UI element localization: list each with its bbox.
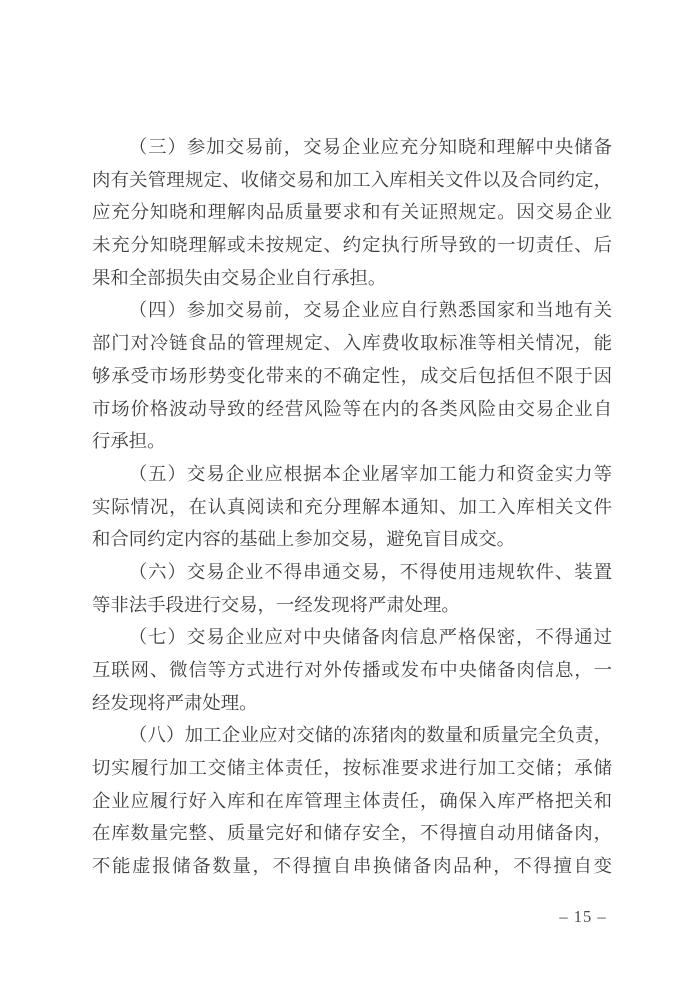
- text-line: （八）加工企业应对交储的冻猪肉的数量和质量完全负责，: [128, 725, 612, 746]
- text-line: 和合同约定内容的基础上参加交易，避免盲目成交。: [92, 529, 515, 550]
- text-line: 互联网、微信等方式进行对外传播或发布中央储备肉信息，一: [92, 660, 612, 680]
- paragraph: [92, 294, 612, 457]
- paragraph: [92, 719, 612, 882]
- text-line: （五）交易企业应根据本企业屠宰加工能力和资金实力等: [128, 463, 612, 484]
- text-line: （三）参加交易前，交易企业应充分知晓和理解中央储备: [128, 137, 612, 157]
- text-line: 切实履行加工交储主体责任，按标准要求进行加工交储；承储: [92, 758, 612, 779]
- paragraph: [92, 621, 612, 719]
- text-line: 等非法手段进行交易，一经发现将严肃处理。: [92, 594, 460, 615]
- text-line: （六）交易企业不得串通交易，不得使用违规软件、装置: [128, 561, 612, 582]
- text-line: 市场价格波动导致的经营风险等在内的各类风险由交易企业自: [92, 398, 612, 419]
- text-line: 企业应履行好入库和在库管理主体责任，确保入库严格把关和: [92, 790, 612, 811]
- text-line: 未充分知晓理解或未按规定、约定执行所导致的一切责任、后: [92, 235, 612, 256]
- text-line: 经发现将严肃处理。: [92, 692, 258, 713]
- text-line: （四）参加交易前，交易企业应自行熟悉国家和当地有关: [128, 300, 612, 321]
- text-line: 实际情况，在认真阅读和充分理解本通知、加工入库相关文件: [92, 496, 612, 517]
- text-line: 在库数量完整、质量完好和储存安全，不得擅自动用储备肉，: [92, 823, 612, 844]
- text-line: 部门对冷链食品的管理规定、入库费收取标准等相关情况，能: [92, 333, 612, 354]
- text-line: 应充分知晓和理解肉品质量要求和有关证照规定。因交易企业: [92, 202, 612, 223]
- text-line: 不能虚报储备数量，不得擅自串换储备肉品种，不得擅自变: [92, 856, 612, 877]
- paragraph: [92, 131, 612, 294]
- body-text: [92, 131, 612, 883]
- text-line: 够承受市场形势变化带来的不确定性，成交后包括但不限于因: [92, 365, 612, 386]
- text-line: （七）交易企业应对中央储备肉信息严格保密，不得通过: [128, 627, 612, 648]
- text-line: 行承担。: [92, 431, 166, 452]
- text-line: 果和全部损失由交易企业自行承担。: [92, 267, 387, 288]
- paragraph: [92, 556, 612, 621]
- paragraph: [92, 458, 612, 556]
- page-number: – 15 –: [559, 907, 607, 926]
- text-line: 肉有关管理规定、收储交易和加工入库相关文件以及合同约定，: [92, 169, 612, 190]
